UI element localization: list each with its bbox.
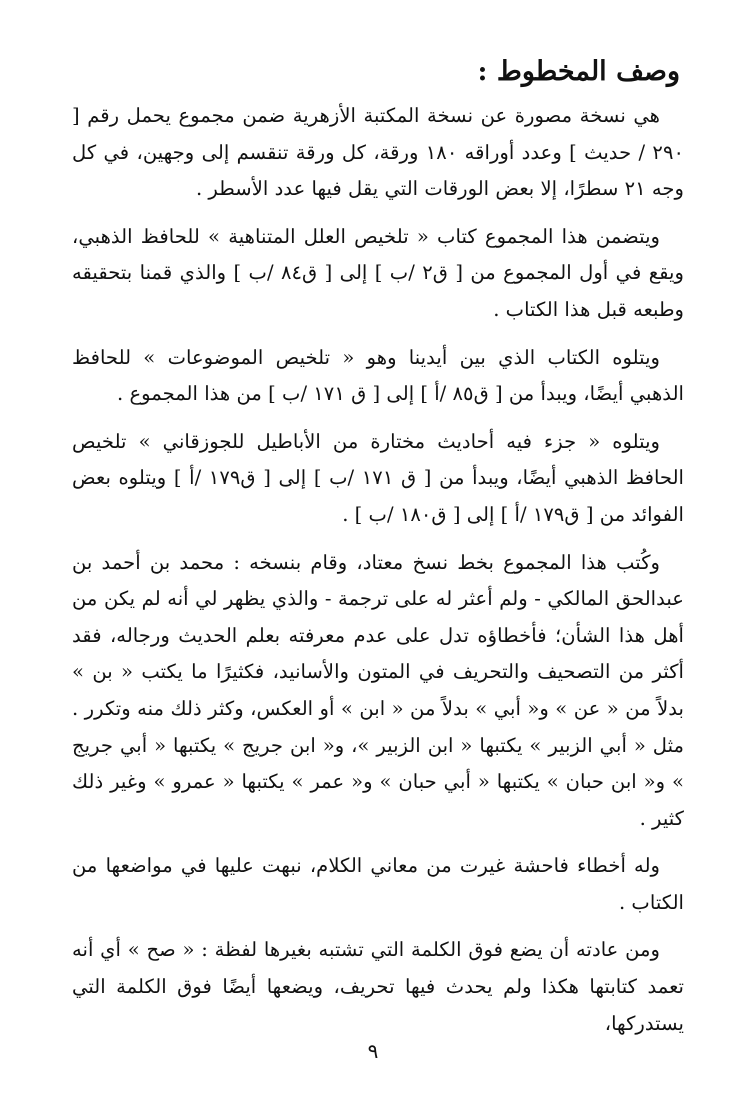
paragraph-current-book: ويتلوه الكتاب الذي بين أيدينا وهو « تلخيص الموضوعات » للحافظ الذهبي أيضًا، ويبدأ من [ ق٨٥ /أ ] إلى [ ق ١٧١ /ب ] من هذا المجموع . bbox=[72, 345, 684, 406]
paragraph-collection-contents: ويتضمن هذا المجموع كتاب « تلخيص العلل المتناهية » للحافظ الذهبي، ويقع في أول المجموع من [ ق٢ /ب ] إلى [ ق٨٤ /ب ] والذي قمنا بتحقيقه وطبعه قبل هذا الكتاب . bbox=[72, 224, 684, 321]
paragraph-copyist: وكُتب هذا المجموع بخط نسخ معتاد، وقام بنسخه : محمد بن أحمد بن عبدالحق المالكي - ولم أعثر له على ترجمة - والذي يظهر لي أنه لم يكن من أهل هذا الشأن؛ فأخطاؤه تدل على عدم معرفته بعلم الحديث ورجاله، فقد أكثر من التصحيف والتحريف في المتون والأسانيد، فكثيرًا ما يكتب « بن » بدلاً من « عن » و« أبي » بدلاً من « ابن » أو العكس، وكثر ذلك منه وتكرر . مثل « أبي الزبير » يكتبها « ابن الزبير »، و« ابن جريج » يكتبها « أبي جريج » و« ابن حبان » يكتبها « أبي حبان » و« عمر » يكتبها « عمرو » وغير ذلك كثير . bbox=[72, 550, 684, 830]
paragraph-manuscript-copy: هي نسخة مصورة عن نسخة المكتبة الأزهرية ضمن مجموع يحمل رقم [ ٢٩٠ / حديث ] وعدد أوراقه ١٨٠ ورقة، كل ورقة تنقسم إلى وجهين، في كل وجه ٢١ سطرًا، إلا بعض الورقات التي يقل فيها عدد الأسطر . bbox=[72, 104, 684, 201]
paragraph-errors: وله أخطاء فاحشة غيرت من معاني الكلام، نبهت عليها في مواضعها من الكتاب . bbox=[72, 854, 684, 914]
paragraph-following-part: ويتلوه « جزء فيه أحاديث مختارة من الأباطيل للجوزقاني » تلخيص الحافظ الذهبي أيضًا، ويبدأ من [ ق ١٧١ /ب ] إلى [ ق١٧٩ /أ ] ويتلوه بعض الفوائد من [ ق١٧٩ /أ ] إلى [ ق١٨٠ /ب ] . bbox=[72, 429, 684, 526]
paragraph-sahh-mark: ومن عادته أن يضع فوق الكلمة التي تشتبه بغيرها لفظة : « صح » أي أنه تعمد كتابتها هكذا ولم يحدث فيها تحريف، ويضعها أيضًا فوق الكلمة التي يستدركها، bbox=[72, 938, 684, 1035]
page-number: ٩ bbox=[367, 1039, 379, 1063]
section-heading: وصف المخطوط : bbox=[477, 56, 680, 87]
